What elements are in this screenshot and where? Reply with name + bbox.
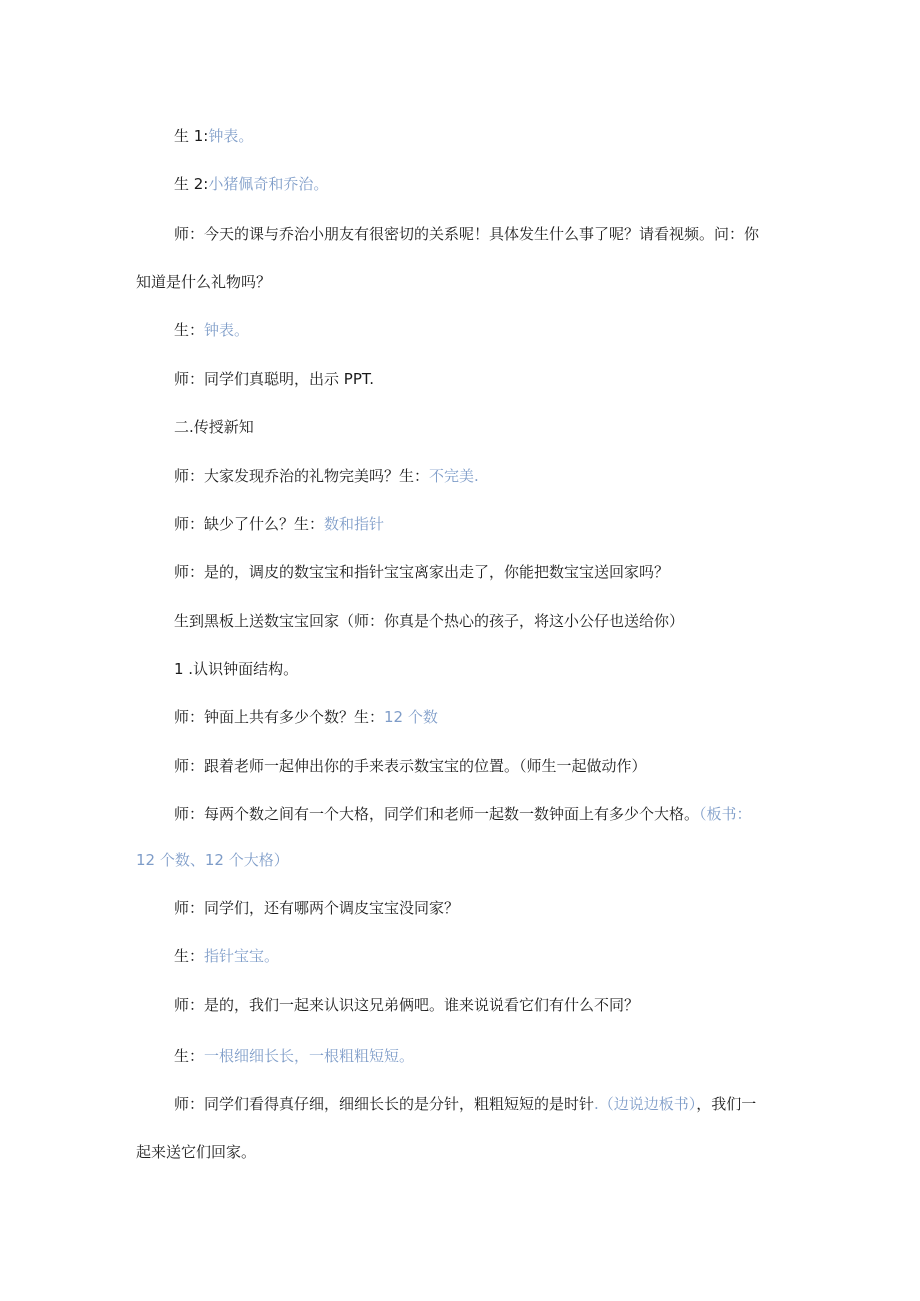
highlighted-answer-text: 一根细细长长，一根粗粗短短。: [204, 1047, 415, 1065]
body-text: 生 2:: [174, 175, 209, 193]
paragraph-line: [174, 898, 459, 918]
paragraph-line: [174, 946, 279, 966]
body-text: 起来送它们回家。: [136, 1143, 257, 1161]
body-text: 师：跟着老师一起伸出你的手来表示数宝宝的位置。（师生一起做动作）: [174, 757, 647, 775]
highlighted-answer-text: 不完美.: [429, 467, 479, 485]
body-text: 师：是的，我们一起来认识这兄弟俩吧。谁来说说看它们有什么不同？: [174, 996, 640, 1014]
body-text: 师：同学们看得真仔细，细细长长的是分针，粗粗短短的是时针: [174, 1095, 595, 1113]
body-text: 师：是的，调皮的数宝宝和指针宝宝离家出走了，你能把数宝宝送回家吗？: [174, 563, 670, 581]
paragraph-line: [174, 514, 384, 534]
highlighted-answer-text: 小猪佩奇和乔治。: [208, 175, 329, 193]
body-text: 生：: [174, 947, 205, 965]
paragraph-line: [174, 320, 249, 340]
highlighted-answer-text: 钟表。: [208, 127, 254, 145]
body-text: 知道是什么礼物吗？: [136, 273, 272, 291]
body-text: 生 1:: [174, 127, 209, 145]
body-text: 1 .认识钟面结构。: [174, 660, 299, 678]
highlighted-answer-text: （板书：: [699, 805, 752, 823]
paragraph-line: [174, 1094, 756, 1114]
paragraph-line: [174, 804, 752, 824]
paragraph-line: [136, 1142, 256, 1162]
highlighted-answer-text: 指针宝宝。: [204, 947, 280, 965]
paragraph-line: [174, 611, 684, 631]
paragraph-line: [174, 466, 479, 486]
body-text: 师：同学们真聪明，出示 PPT.: [174, 370, 375, 388]
section-heading: [174, 417, 254, 437]
paragraph-line: [174, 707, 438, 727]
body-text: 师：今天的课与乔治小朋友有很密切的关系呢！具体发生什么事了呢？请看视频。问：你: [174, 225, 760, 243]
body-text: 师：同学们，还有哪两个调皮宝宝没同家？: [174, 899, 460, 917]
highlighted-answer-text: 钟表。: [204, 321, 250, 339]
highlighted-answer-text: 12 个数: [384, 708, 438, 726]
paragraph-line: [174, 369, 374, 389]
paragraph-line: [136, 272, 271, 292]
subsection-heading: [174, 659, 298, 679]
highlighted-answer-text: 数和指针: [324, 515, 385, 533]
paragraph-line: [174, 1046, 414, 1066]
body-text: 生：: [174, 1047, 205, 1065]
body-text: 师：每两个数之间有一个大格，同学们和老师一起数一数钟面上有多少个大格。: [174, 805, 700, 823]
body-text: 二.传授新知: [174, 418, 254, 436]
body-text: 师：大家发现乔治的礼物完美吗？生：: [174, 467, 430, 485]
body-text: 师：钟面上共有多少个数？生：: [174, 708, 385, 726]
body-text: 师：缺少了什么？生：: [174, 515, 325, 533]
highlighted-answer-text: 12 个数、12 个大格）: [136, 851, 289, 869]
paragraph-line: [174, 174, 328, 194]
paragraph-line: [174, 562, 669, 582]
paragraph-line: [174, 126, 253, 146]
highlighted-answer-text: .（边说边板书）: [594, 1095, 697, 1113]
body-text: 生到黑板上送数宝宝回家（师：你真是个热心的孩子，将这小公仔也送给你）: [174, 612, 685, 630]
body-text: 生：: [174, 321, 205, 339]
paragraph-line: [174, 224, 759, 244]
body-text: ，我们一: [696, 1095, 757, 1113]
paragraph-line: [136, 850, 289, 870]
paragraph-line: [174, 995, 639, 1015]
paragraph-line: [174, 756, 647, 776]
